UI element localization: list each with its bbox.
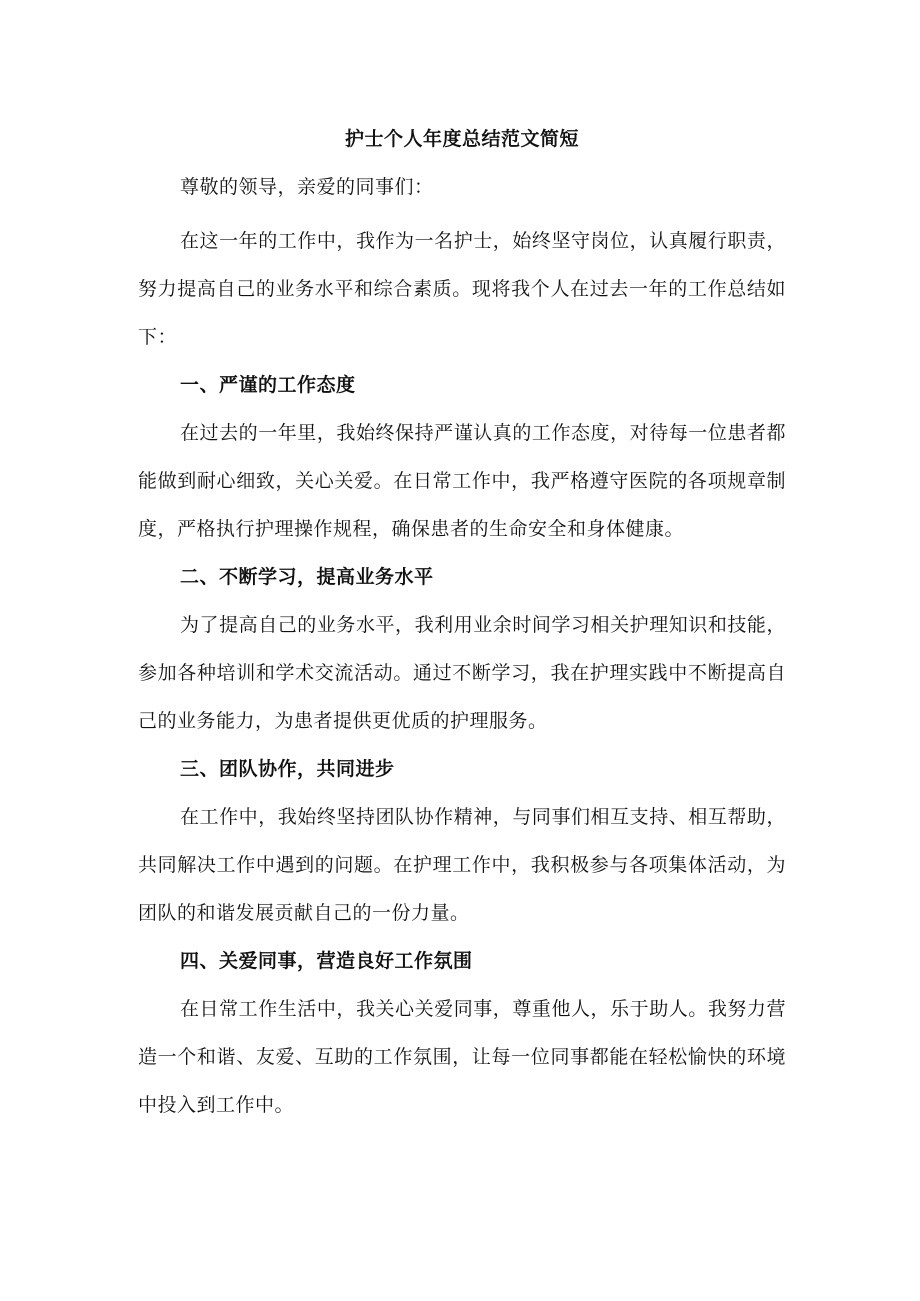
intro-paragraph: 在这一年的工作中，我作为一名护士，始终坚守岗位，认真履行职责，努力提高自己的业务水平和综合素质。现将我个人在过去一年的工作总结如下： [138,230,786,348]
section-body-1: 在过去的一年里，我始终保持严谨认真的工作态度，对待每一位患者都能做到耐心细致，关心关爱。在日常工作中，我严格遵守医院的各项规章制度，严格执行护理操作规程，确保患者的生命安全和身体健康。 [138,422,786,540]
document-title: 护士个人年度总结范文简短 [344,128,579,150]
document-body [138,119,786,1129]
section-body-2: 为了提高自己的业务水平，我利用业余时间学习相关护理知识和技能，参加各种培训和学术交流活动。通过不断学习，我在护理实践中不断提高自己的业务能力，为患者提供更优质的护理服务。 [138,614,786,732]
section-heading-3: 三、团队协作，共同进步 [180,758,395,780]
salutation: 尊敬的领导，亲爱的同事们： [180,176,434,198]
section-body-4: 在日常工作生活中，我关心关爱同事，尊重他人，乐于助人。我努力营造一个和谐、友爱、互助的工作氛围，让每一位同事都能在轻松愉快的环境中投入到工作中。 [138,998,786,1116]
section-heading-4: 四、关爱同事，营造良好工作氛围 [180,950,473,972]
section-heading-1: 一、严谨的工作态度 [180,374,356,396]
section-body-3: 在工作中，我始终坚持团队协作精神，与同事们相互支持、相互帮助，共同解决工作中遇到的问题。在护理工作中，我积极参与各项集体活动，为团队的和谐发展贡献自己的一份力量。 [138,806,786,924]
section-heading-2: 二、不断学习，提高业务水平 [180,566,434,588]
